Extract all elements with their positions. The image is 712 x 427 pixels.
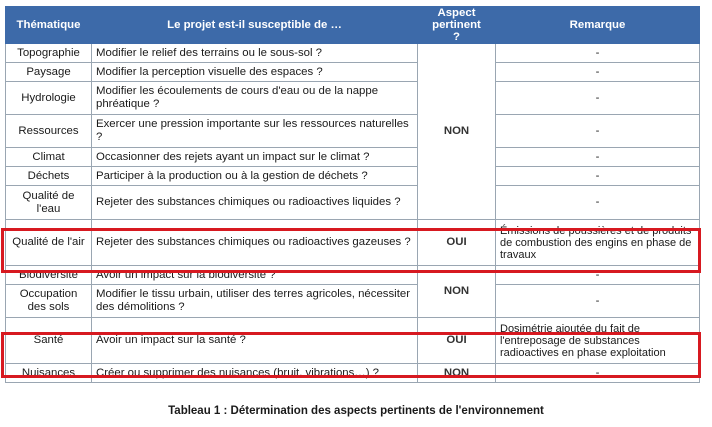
cell-question: Modifier le relief des terrains ou le sous-sol ? [92, 44, 418, 63]
cell-question: Avoir un impact sur la santé ? [92, 318, 418, 364]
cell-theme: Hydrologie [6, 82, 92, 115]
table-row [6, 82, 700, 115]
cell-remark: - [496, 44, 700, 63]
cell-remark: - [496, 266, 700, 285]
cell-aspect-merged: NON [418, 44, 496, 220]
table-row [6, 167, 700, 186]
cell-remark: - [496, 148, 700, 167]
cell-question: Modifier le tissu urbain, utiliser des terres agricoles, nécessiter des démolitions ? [92, 285, 418, 318]
cell-question: Créer ou supprimer des nuisances (bruit, vibrations…) ? [92, 364, 418, 383]
header-remarque: Remarque [496, 7, 700, 44]
cell-question: Rejeter des substances chimiques ou radioactives liquides ? [92, 186, 418, 220]
table-caption: Tableau 1 : Détermination des aspects pertinents de l'environnement [168, 405, 544, 417]
header-question: Le projet est-il susceptible de … [92, 7, 418, 44]
cell-remark: - [496, 364, 700, 383]
cell-aspect-merged: NON [418, 266, 496, 318]
table-row [6, 186, 700, 220]
cell-theme: Santé [6, 318, 92, 364]
cell-question: Occasionner des rejets ayant un impact sur le climat ? [92, 148, 418, 167]
header-thematique: Thématique [6, 7, 92, 44]
header-aspect: Aspect pertinent ? [418, 7, 496, 44]
cell-theme: Déchets [6, 167, 92, 186]
table-row [6, 44, 700, 63]
cell-theme: Qualité de l'air [6, 220, 92, 266]
cell-theme: Paysage [6, 63, 92, 82]
cell-remark: - [496, 82, 700, 115]
table-row [6, 115, 700, 148]
cell-remark: Dosimétrie ajoutée du fait de l'entreposage de substances radioactives en phase exploitation [496, 318, 700, 364]
cell-theme: Ressources [6, 115, 92, 148]
cell-aspect: OUI [418, 220, 496, 266]
cell-remark: - [496, 285, 700, 318]
aspects-table [5, 6, 700, 383]
table-container [5, 6, 705, 396]
cell-question: Modifier les écoulements de cours d'eau ou de la nappe phréatique ? [92, 82, 418, 115]
cell-remark: - [496, 63, 700, 82]
cell-aspect: NON [418, 364, 496, 383]
cell-question: Participer à la production ou à la gestion de déchets ? [92, 167, 418, 186]
table-row [6, 148, 700, 167]
cell-theme: Biodiversité [6, 266, 92, 285]
table-row [6, 364, 700, 383]
cell-theme: Nuisances [6, 364, 92, 383]
cell-question: Rejeter des substances chimiques ou radioactives gazeuses ? [92, 220, 418, 266]
cell-question: Exercer une pression importante sur les ressources naturelles ? [92, 115, 418, 148]
table-row-highlighted [6, 220, 700, 266]
cell-theme: Occupation des sols [6, 285, 92, 318]
cell-theme: Qualité de l'eau [6, 186, 92, 220]
cell-aspect: OUI [418, 318, 496, 364]
table-row [6, 266, 700, 285]
cell-remark: - [496, 167, 700, 186]
table-row [6, 63, 700, 82]
cell-remark: - [496, 186, 700, 220]
cell-question: Avoir un impact sur la biodiversité ? [92, 266, 418, 285]
table-row [6, 285, 700, 318]
cell-remark: - [496, 115, 700, 148]
table-header-row [6, 7, 700, 44]
cell-theme: Topographie [6, 44, 92, 63]
cell-remark: Émissions de poussières et de produits de combustion des engins en phase de travaux [496, 220, 700, 266]
cell-theme: Climat [6, 148, 92, 167]
table-row-highlighted [6, 318, 700, 364]
cell-question: Modifier la perception visuelle des espaces ? [92, 63, 418, 82]
